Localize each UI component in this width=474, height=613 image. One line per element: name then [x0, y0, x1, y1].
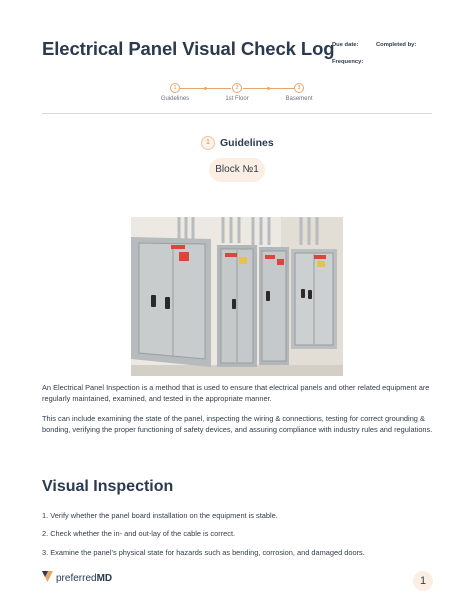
list-item: 2. Check whether the in- and out-lay of the cable is correct. [42, 529, 236, 538]
step-2-label[interactable]: 1st Floor [225, 96, 249, 102]
electrical-panels-photo [131, 217, 343, 376]
step-3-indicator[interactable]: 3 [294, 83, 304, 93]
progress-stepper [0, 0, 474, 110]
stepper-dot [204, 87, 207, 90]
logo-text-prefix: preferred [56, 572, 97, 584]
step-3-label[interactable]: Basement [285, 96, 313, 102]
page-number: 1 [413, 571, 433, 591]
section-title: Guidelines [220, 137, 274, 149]
page-title: Electrical Panel Visual Check Log [42, 38, 335, 59]
step-1-label[interactable]: Guidelines [160, 96, 190, 102]
preferredmd-logo[interactable] [42, 569, 112, 587]
block-label: Block №1 [209, 158, 265, 182]
frequency-label: Frequency: [332, 59, 364, 65]
visual-inspection-heading: Visual Inspection [42, 478, 174, 495]
step-1-indicator[interactable]: 1 [170, 83, 180, 93]
preferredmd-logo-icon [42, 569, 53, 587]
stepper-dot [267, 87, 270, 90]
list-item: 3. Examine the panel’s physical state for hazards such as bending, corrosion, and damaged doors. [42, 548, 365, 557]
logo-text-suffix: MD [96, 572, 113, 584]
due-date-label: Due date: [332, 42, 359, 48]
intro-paragraph-2: This can include examining the state of the panel, inspecting the wiring & connections, testing for correct grounding & bonding, verifying the proper functioning of safety devices, and assuring compliance with industry rules and regulations. [42, 414, 433, 434]
section-number-badge: 1 [201, 136, 215, 150]
step-2-indicator[interactable]: 2 [232, 83, 242, 93]
header-divider [42, 113, 432, 114]
intro-paragraph-1: An Electrical Panel Inspection is a method that is used to ensure that electrical panels and other related equipment are regularly maintained, examined, and tested in the appropriate manner. [42, 383, 430, 403]
completed-by-label: Completed by: [376, 42, 417, 48]
list-item: 1. Verify whether the panel board installation on the equipment is stable. [42, 511, 278, 520]
